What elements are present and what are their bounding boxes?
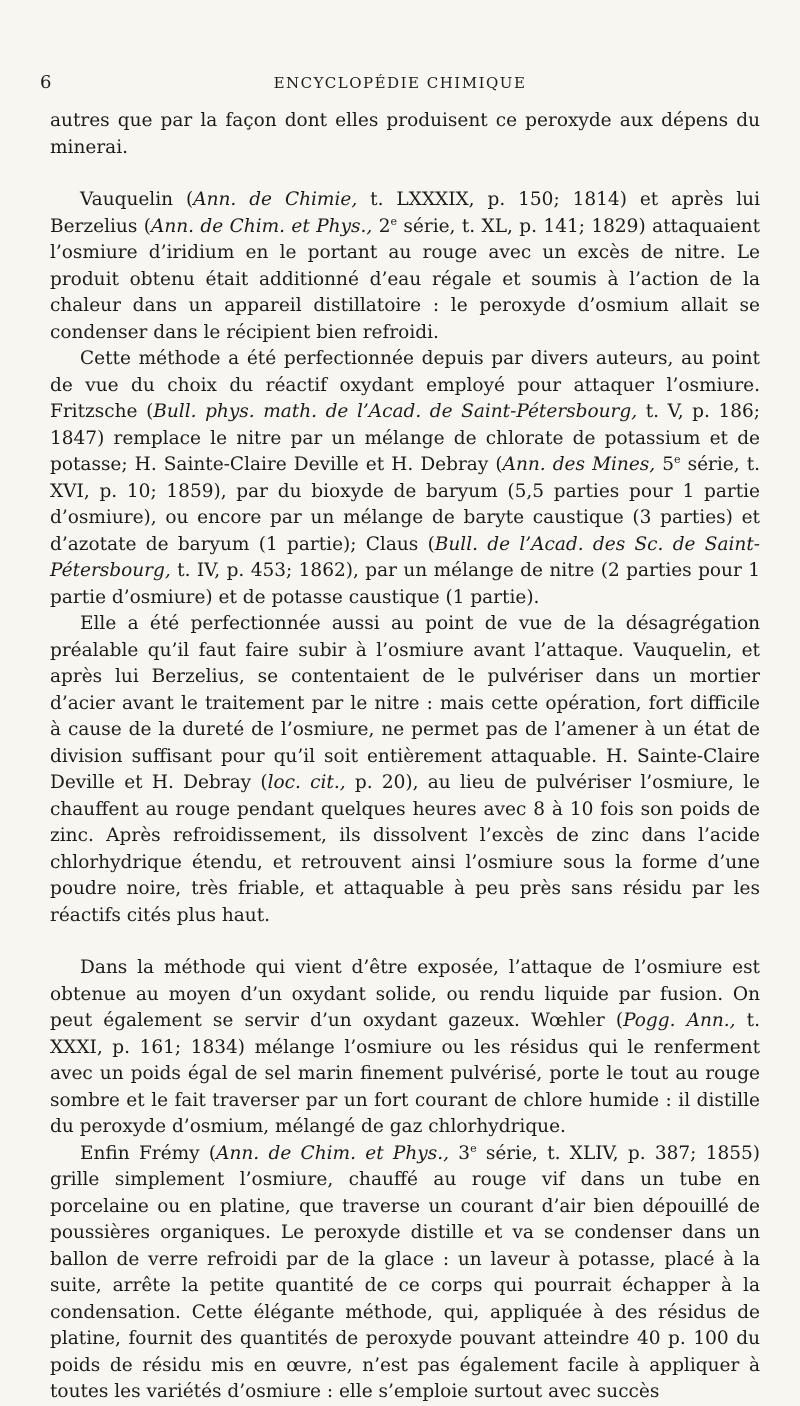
- text-run: série, t. XVI, p. 10; 1859), par du bioxyde de baryum (5,5 parties pour 1 partie d’osmiure), ou encore par un mélange de baryte caustique (3 parties) et d’azotate de baryum (1 partie); Claus (: [50, 454, 761, 555]
- citation-title: Ann. des Mines,: [502, 454, 656, 475]
- text-run: 5: [655, 454, 675, 475]
- text-run: Enfin Frémy (: [80, 1142, 217, 1164]
- paragraph-1: [50, 108, 760, 161]
- running-title: ENCYCLOPÉDIE CHIMIQUE: [273, 74, 527, 92]
- ordinal-superscript: e: [674, 452, 681, 466]
- text-run: Dans la méthode qui vient d’être exposée, l’attaque de l’osmiure est obtenue au moyen d’un oxydant solide, ou rendu liquide par fusion. On peut également se servir d’un oxydant gazeux. Wœhler (: [50, 957, 760, 1031]
- citation-title: loc. cit.,: [267, 772, 346, 793]
- text-run: série, t. XL, p. 141; 1829) attaquaient l’osmiure d’iridium en le portant au rouge avec un excès de nitre. Le produit obtenu était additionné d’eau régale et soumis à l’action de la chaleur dans un appareil distillatoire : le peroxyde d’osmium allait se condenser dans le récipient bien refroidi.: [50, 215, 761, 343]
- text-run: 2: [372, 215, 391, 237]
- citation-title: Pogg. Ann.,: [623, 1010, 736, 1031]
- citation-title: Ann. de Chim. et Phys.,: [216, 1142, 449, 1164]
- page-header: [40, 72, 760, 98]
- text-run: Elle a été perfectionnée aussi au point de vue de la désagrégation préalable qu’il faut faire subir à l’osmiure avant l’attaque. Vauquelin, et après lui Berzelius, se contentaient de le pulvériser dans un mortier d’acier avant le traitement par le nitre : mais cette opération, fort difficile à cause de la dureté de l’osmiure, ne permet pas de l’amener à un état de division suffisant pour qu’il soit entièrement attaquable. H. Sainte-Claire Deville et H. Debray (: [50, 613, 760, 793]
- text-run: t. IV, p. 453; 1862), par un mélange de nitre (2 parties pour 1 partie d’osmiure) et de potasse caustique (1 partie).: [50, 560, 760, 608]
- paragraph-4: [50, 611, 760, 929]
- body-text: [50, 108, 760, 1406]
- ordinal-superscript: e: [390, 214, 397, 228]
- text-run: Vauquelin (: [80, 189, 194, 210]
- paragraph-6: [50, 1141, 760, 1406]
- text-run: 3: [449, 1142, 471, 1164]
- page-number: 6: [40, 72, 52, 93]
- paragraph-2: [50, 187, 760, 346]
- ordinal-superscript: e: [470, 1141, 477, 1155]
- text-run: série, t. XLIV, p. 387; 1855) grille simplement l’osmiure, chauffé au rouge vif dans un tube en porcelaine ou en platine, que traverse un courant d’air bien dépouillé de poussières organiques. Le peroxyde distille et va se condenser dans un ballon de verre refroidi par de la glace : un laveur à potasse, placé à la suite, arrête la petite quantité de ce corps qui pourrait échapper à la condensation. Cette élégante méthode, qui, appliquée à des résidus de platine, fournit des quantités de peroxyde pouvant atteindre 40 p. 100 du poids de résidu mis en œuvre, n’est pas également facile à appliquer à toutes les variétés d’osmiure : elle s’emploie surtout avec succès: [50, 1142, 761, 1402]
- text-run: t. XXXI, p. 161; 1834) mélange l’osmiure ou les résidus qui le renferment avec un poids égal de sel marin finement pulvérisé, porte le tout au rouge sombre et le fait traverser par un fort courant de chlore humide : il distille du peroxyde d’osmium, mélangé de gaz chlorhydrique.: [50, 1010, 761, 1137]
- paragraph-3: [50, 346, 760, 611]
- text-run: t. V, p. 186; 1847) remplace le nitre par un mélange de chlorate de potassium et de potasse; H. Sainte-Claire Deville et H. Debray (: [50, 401, 760, 475]
- citation-title: Ann. de Chimie,: [193, 189, 358, 210]
- citation-title: Bull. de l’Acad. des Sc. de Saint-Pétersbourg,: [50, 533, 760, 581]
- citation-title: Bull. phys. math. de l’Acad. de Saint-Pétersbourg,: [153, 401, 638, 422]
- text-run: t. LXXXIX, p. 150; 1814) et après lui Berzelius (: [50, 189, 760, 237]
- paragraph-5: [50, 955, 760, 1141]
- text-run: autres que par la façon dont elles produisent ce peroxyde aux dépens du minerai.: [50, 110, 760, 158]
- citation-title: Ann. de Chim. et Phys.,: [150, 215, 373, 237]
- text-run: Cette méthode a été perfectionnée depuis par divers auteurs, au point de vue du choix du réactif oxydant employé pour attaquer l’osmiure. Fritzsche (: [50, 348, 760, 422]
- text-run: p. 20), au lieu de pulvériser l’osmiure, le chauffent au rouge pendant quelques heures avec 8 à 10 fois son poids de zinc. Après refroidissement, ils dissolvent l’excès de zinc dans l’acide chlorhydrique étendu, et retrouvent ainsi l’osmiure sous la forme d’une poudre noire, très friable, et attaquable à peu près sans résidu par les réactifs cités plus haut.: [50, 772, 760, 926]
